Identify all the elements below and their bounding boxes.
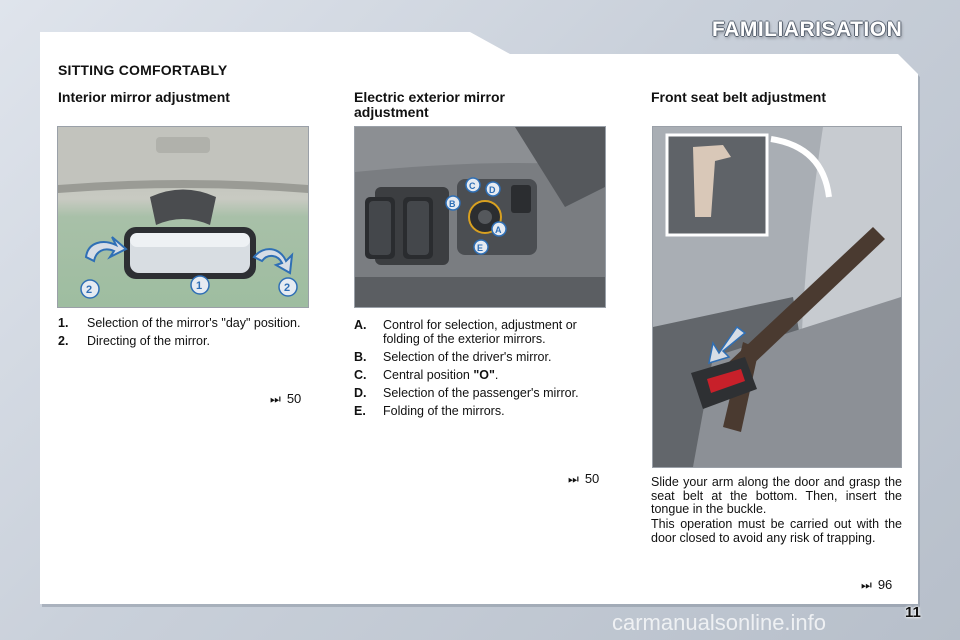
page-header-title: FAMILIARISATION — [712, 18, 903, 41]
interior-mirror-figure — [57, 126, 309, 308]
seat-belt-illustration — [653, 127, 901, 467]
list-item: B. Selection of the driver's mirror. — [354, 350, 552, 364]
interior-mirror-heading: Interior mirror adjustment — [58, 89, 230, 105]
list-item: 2. Directing of the mirror. — [58, 334, 210, 348]
figure-label-b: B — [449, 199, 456, 209]
figure-label-a: A — [495, 225, 502, 235]
list-item: A. Control for selection, adjustment or folding of the exterior mirrors. — [354, 318, 577, 346]
exterior-mirror-heading: Electric exterior mirror adjustment — [354, 89, 505, 120]
seat-belt-heading: Front seat belt adjustment — [651, 89, 827, 105]
page-number: 11 — [905, 604, 921, 621]
page-reference: ⏭ 96 — [861, 577, 893, 592]
page-reference: ⏭ 50 — [568, 471, 600, 486]
exterior-mirror-illustration — [355, 127, 605, 307]
interior-mirror-list — [58, 316, 310, 352]
exterior-mirror-figure — [354, 126, 606, 308]
section-title: SITTING COMFORTABLY — [58, 62, 228, 78]
list-item: D. Selection of the passenger's mirror. — [354, 386, 579, 400]
watermark: carmanualsonline.info — [612, 610, 827, 635]
page-reference: ⏭ 50 — [270, 391, 302, 406]
seat-belt-paragraph-2: This operation must be carried out with the door closed to avoid any risk of trapping. — [651, 517, 902, 545]
list-item: C. Central position "O". — [354, 368, 499, 382]
figure-label-2-right: 2 — [284, 282, 291, 294]
seat-belt-paragraph-1: Slide your arm along the door and grasp the seat belt at the bottom. Then, insert the tongue in the buckle. — [651, 475, 902, 516]
interior-mirror-illustration — [58, 127, 308, 307]
list-item: E. Folding of the mirrors. — [354, 404, 505, 418]
fast-forward-icon: ⏭ — [861, 578, 872, 592]
seat-belt-figure — [652, 126, 902, 468]
figure-label-d: D — [489, 185, 496, 195]
figure-label-c: C — [469, 181, 476, 191]
figure-label-1: 1 — [196, 280, 203, 292]
fast-forward-icon: ⏭ — [568, 472, 579, 486]
list-item: 1. Selection of the mirror's "day" position. — [58, 316, 301, 330]
figure-label-e: E — [477, 243, 484, 253]
figure-label-2-left: 2 — [86, 284, 93, 296]
fast-forward-icon: ⏭ — [270, 392, 281, 406]
exterior-mirror-list — [354, 318, 608, 422]
